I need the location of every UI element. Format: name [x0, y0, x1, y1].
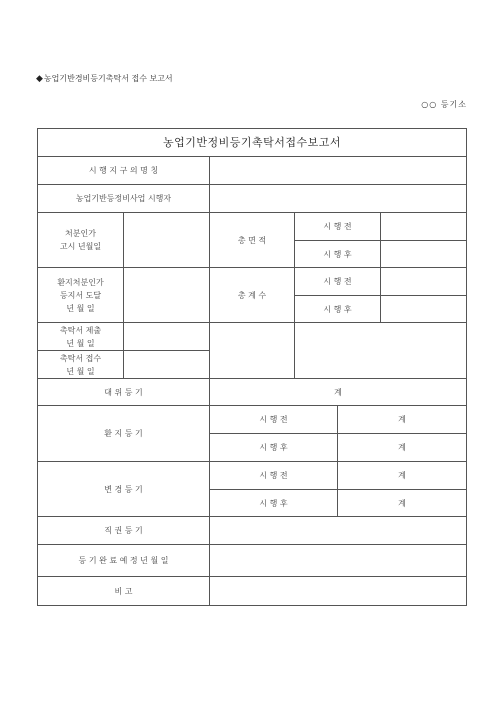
change-after-total: 계 — [398, 498, 406, 508]
receive-date-field[interactable] — [124, 351, 209, 378]
remarks-field[interactable] — [210, 577, 466, 605]
total-count-before-field[interactable] — [381, 268, 466, 295]
submit-date-label: 촉탁서 제출 년 월 일 — [59, 325, 102, 348]
total-area-after-field[interactable] — [381, 241, 466, 267]
total-count-after-label: 시 행 후 — [323, 304, 352, 314]
completion-date-label: 등 기 완 료 예 정 년 월 일 — [78, 556, 169, 565]
registry-office-label: ○○ 등기소 — [421, 100, 467, 109]
change-before-total: 계 — [398, 471, 406, 480]
official-reg-field[interactable] — [210, 517, 466, 544]
submit-date-field[interactable] — [124, 323, 209, 350]
total-count-label: 총 계 수 — [237, 290, 267, 300]
district-name-label: 시 행 지 구 의 명 칭 — [88, 166, 159, 175]
change-before-label: 시 행 전 — [259, 471, 288, 480]
completion-date-field[interactable] — [210, 545, 466, 576]
replot-before-total: 계 — [398, 415, 406, 424]
operator-field[interactable] — [210, 185, 466, 212]
subrogation-reg-label: 대 위 등 기 — [104, 387, 143, 397]
operator-label: 농업기반등정비사업 시행자 — [75, 194, 172, 203]
replot-after-label: 시 행 후 — [259, 443, 288, 452]
total-count-after-field[interactable] — [381, 296, 466, 322]
disposition-date-label: 처분인가 고시 년월일 — [59, 229, 102, 251]
total-area-after-label: 시 행 후 — [323, 249, 352, 259]
district-name-field[interactable] — [210, 157, 466, 184]
subrogation-total: 계 — [334, 387, 342, 397]
total-area-before-label: 시 행 전 — [323, 222, 352, 231]
remarks-label: 비 고 — [114, 586, 133, 596]
disposition-date-field[interactable] — [124, 213, 209, 267]
receive-date-label: 촉탁서 접수 년 월 일 — [59, 353, 102, 376]
replot-before-label: 시 행 전 — [259, 415, 288, 424]
replot-date-label: 환지처분인가 등지서 도달 년 월 일 — [57, 277, 104, 313]
change-after-label: 시 행 후 — [259, 498, 288, 508]
total-area-before-field[interactable] — [381, 213, 466, 240]
total-count-before-label: 시 행 전 — [323, 277, 352, 286]
total-area-label: 총 면 적 — [237, 235, 267, 245]
form-title: 농업기반정비등기촉탁서접수보고서 — [162, 136, 341, 149]
form-heading-text: 농업기반경비등기촉탁서 접수 보고서 — [43, 74, 173, 83]
diamond-bullet-icon: ◆ — [36, 74, 43, 84]
change-reg-label: 변 경 등 기 — [104, 484, 143, 494]
replot-after-total: 계 — [398, 443, 406, 452]
official-reg-label: 직 권 등 기 — [104, 526, 143, 535]
replot-reg-label: 환 지 등 기 — [104, 429, 143, 438]
replot-date-field[interactable] — [124, 268, 209, 322]
